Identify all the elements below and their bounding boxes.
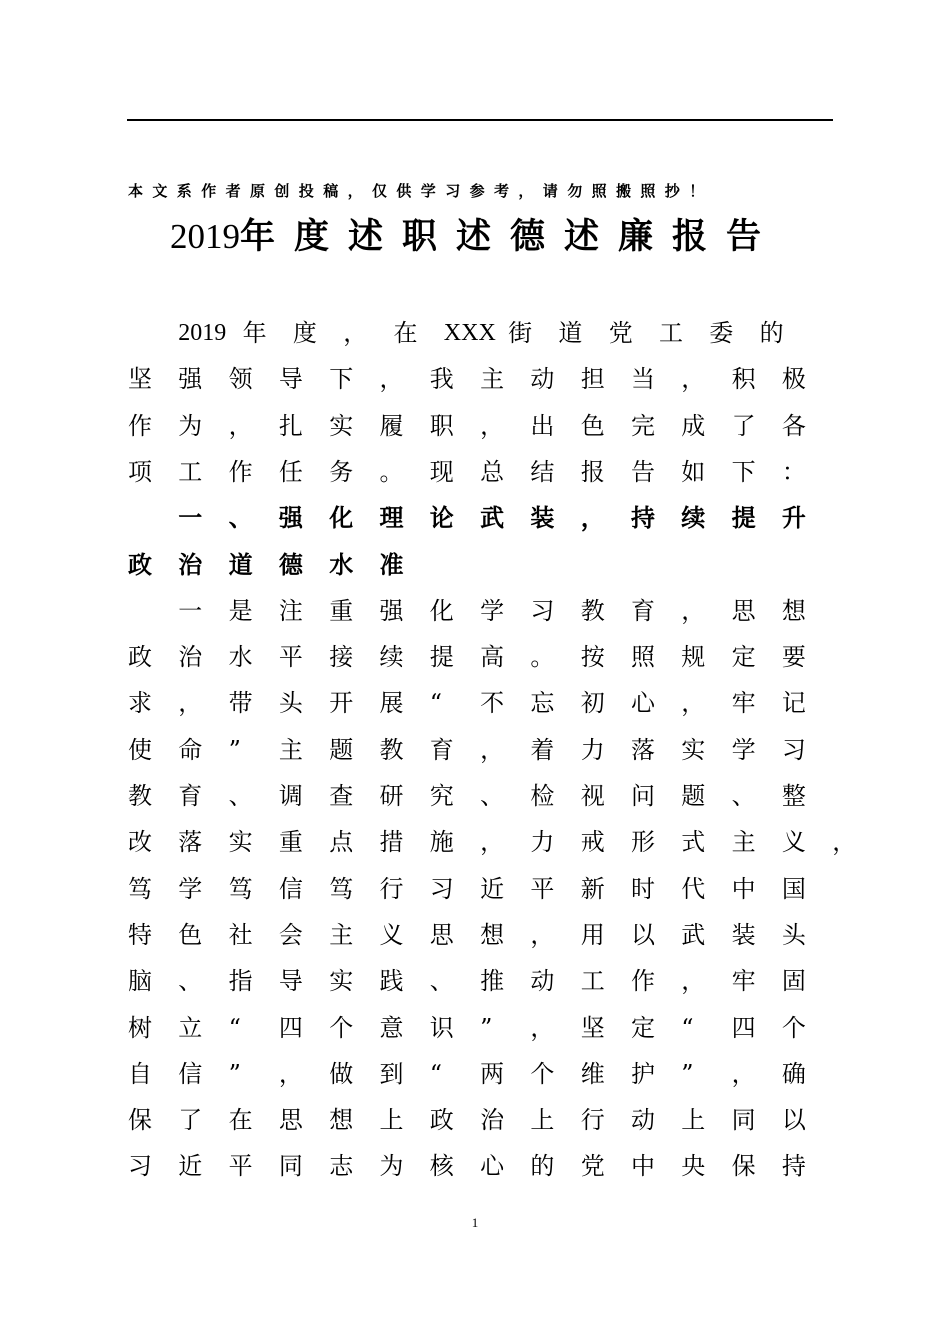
text-char: 持 — [631, 504, 655, 533]
text-char: 教 — [128, 782, 152, 810]
text-char: 行 — [379, 874, 404, 903]
paragraph-line — [128, 827, 857, 873]
text-char: 武 — [480, 504, 505, 533]
text-char: ” — [480, 1013, 493, 1042]
text-char: 命 — [178, 735, 203, 764]
text-char: 中 — [631, 1152, 655, 1181]
text-char: 习 — [128, 1152, 152, 1181]
text-char: 各 — [781, 411, 806, 440]
text-char: 两 — [480, 1059, 505, 1088]
text-char: 委 — [709, 319, 734, 347]
text-char: ， — [480, 735, 505, 764]
paragraph-line — [128, 411, 828, 457]
text-char: “ — [228, 1013, 241, 1042]
text-char: 化 — [429, 596, 454, 625]
section-heading-line — [128, 550, 828, 596]
text-char: 我 — [429, 365, 454, 394]
text-char: 总 — [480, 457, 505, 486]
text-char: 同 — [731, 1106, 756, 1135]
text-char: 在 — [228, 1106, 253, 1135]
text-char: 指 — [228, 967, 253, 996]
text-char: ， — [480, 411, 505, 440]
paragraph-line — [128, 1105, 828, 1151]
text-char: 定 — [731, 643, 756, 672]
text-char: 平 — [228, 1152, 253, 1181]
paragraph-line — [128, 735, 828, 781]
text-char: 使 — [128, 735, 152, 764]
text-char: 上 — [379, 1106, 404, 1135]
text-char: 落 — [631, 735, 655, 764]
text-char: 道 — [228, 550, 253, 579]
text-char: 党 — [580, 1152, 605, 1181]
text-char: 强 — [278, 504, 303, 533]
text-char: 力 — [580, 735, 605, 764]
text-char: 实 — [329, 967, 354, 996]
text-char: 同 — [278, 1152, 303, 1181]
text-char: 德 — [278, 550, 303, 579]
text-char: 报 — [580, 457, 605, 486]
text-char: 装 — [530, 504, 555, 533]
text-char: 想 — [781, 596, 806, 625]
text-char: 忘 — [530, 689, 555, 718]
text-char: 头 — [278, 689, 303, 718]
text-char: “ — [429, 1059, 443, 1088]
text-char: 想 — [329, 1106, 354, 1135]
text-char: 平 — [530, 874, 555, 903]
text-char: ， — [530, 1013, 555, 1042]
copyright-notice: 本文系作者原创投稿，仅供学习参考，请勿照搬照抄！ — [128, 182, 714, 200]
text-char: 形 — [631, 828, 655, 857]
text-char: 推 — [480, 967, 505, 996]
text-char: 度 — [292, 319, 317, 347]
text-char: 问 — [631, 782, 655, 810]
text-char: 下 — [731, 457, 756, 486]
text-char: 职 — [429, 411, 454, 440]
text-char: ” — [681, 1059, 694, 1088]
text-char: 用 — [580, 920, 605, 949]
text-char: 做 — [329, 1059, 354, 1088]
text-char: 水 — [329, 550, 354, 579]
text-char: 社 — [228, 920, 253, 949]
text-char: 头 — [781, 920, 806, 949]
text-char: 习 — [781, 735, 806, 764]
text-char: 强 — [379, 596, 404, 625]
text-char: ， — [731, 1059, 756, 1088]
paragraph-line — [128, 596, 828, 642]
text-char: 作 — [631, 967, 655, 996]
text-char: 导 — [278, 365, 303, 394]
text-char: 识 — [429, 1013, 454, 1042]
text-char: 极 — [781, 365, 806, 394]
text-char: 上 — [530, 1106, 555, 1135]
text-char: 动 — [631, 1106, 655, 1135]
text-char: 动 — [530, 967, 555, 996]
text-char: 导 — [278, 967, 303, 996]
text-char: 一 — [178, 504, 203, 533]
text-char: 色 — [178, 920, 203, 949]
text-char: 到 — [379, 1059, 404, 1088]
text-char: 持 — [781, 1152, 806, 1181]
title-text: 年度述职述德述廉报告 — [239, 217, 780, 257]
text-char: ， — [343, 319, 368, 347]
paragraph-line — [128, 318, 828, 364]
text-char: 了 — [178, 1106, 203, 1135]
text-char: 坚 — [128, 365, 152, 394]
text-char: 戒 — [580, 828, 605, 857]
text-char: 会 — [278, 920, 303, 949]
text-char: 按 — [580, 643, 605, 672]
text-char: ： — [781, 457, 806, 486]
paragraph-line — [128, 1013, 828, 1059]
text-char: 调 — [278, 782, 303, 810]
text-char: 措 — [379, 828, 404, 857]
text-char: 规 — [681, 643, 706, 672]
text-char: 保 — [731, 1152, 756, 1181]
text-char: 改 — [128, 828, 152, 857]
text-char: 树 — [128, 1013, 152, 1042]
text-char: 工 — [659, 319, 683, 347]
text-char: 如 — [681, 457, 706, 486]
text-char: 展 — [379, 689, 404, 718]
text-char: 、 — [731, 782, 756, 810]
text-char: 主 — [329, 920, 354, 949]
text-char: 、 — [429, 967, 454, 996]
text-char: 笃 — [228, 874, 253, 903]
text-char: 护 — [631, 1059, 655, 1088]
text-char: 工 — [178, 457, 203, 486]
text-char: 教 — [379, 735, 404, 764]
text-char: 习 — [429, 874, 454, 903]
text-char: 习 — [530, 596, 555, 625]
text-char: ， — [681, 967, 706, 996]
text-char: 代 — [681, 874, 706, 903]
text-char: 学 — [731, 735, 756, 764]
text-char: 的 — [759, 319, 784, 347]
text-char: 立 — [178, 1013, 203, 1042]
text-char: 想 — [480, 920, 505, 949]
text-char: 要 — [781, 643, 806, 672]
paragraph-line — [128, 688, 828, 734]
text-char: 主 — [480, 365, 505, 394]
title-year: 2019 — [169, 217, 240, 256]
text-char: 、 — [228, 504, 253, 533]
text-char: 成 — [681, 411, 706, 440]
text-char: 着 — [530, 735, 555, 764]
text-char: 作 — [228, 457, 253, 486]
text-char: 施 — [429, 828, 454, 857]
text-char: 履 — [379, 411, 404, 440]
text-char: 学 — [178, 874, 203, 903]
text-char: 四 — [731, 1013, 756, 1042]
text-char: 照 — [631, 643, 655, 672]
text-char: 续 — [379, 643, 404, 672]
text-char: 整 — [781, 782, 806, 810]
text-char: 育 — [631, 596, 655, 625]
text-char: 初 — [580, 689, 605, 718]
text-char: 作 — [128, 411, 152, 440]
text-char: ， — [228, 411, 253, 440]
paragraph-line — [128, 781, 828, 827]
text-char: 在 — [393, 319, 418, 347]
text-char: 个 — [329, 1013, 354, 1042]
document-title — [0, 214, 950, 260]
text-char: 视 — [580, 782, 605, 810]
text-char: 义 — [781, 828, 806, 857]
text-char: 2019 — [178, 320, 227, 346]
text-char: 学 — [480, 596, 505, 625]
text-char: 落 — [178, 828, 203, 857]
text-char: 续 — [681, 504, 706, 533]
text-char: 。 — [530, 643, 555, 672]
text-char: 牢 — [731, 967, 756, 996]
text-char: 求 — [128, 689, 152, 718]
paragraph-line — [128, 364, 828, 410]
text-char: 式 — [681, 828, 706, 857]
text-char: ， — [681, 689, 706, 718]
text-char: 思 — [278, 1106, 303, 1135]
text-char: 研 — [379, 782, 404, 810]
text-char: 育 — [178, 782, 203, 810]
text-char: 坚 — [580, 1013, 605, 1042]
text-char: 心 — [480, 1152, 505, 1181]
text-char: 以 — [781, 1106, 806, 1135]
text-char: 信 — [178, 1059, 203, 1088]
text-char: 提 — [429, 643, 454, 672]
text-char: 育 — [429, 735, 454, 764]
text-char: ” — [228, 735, 241, 764]
text-char: 水 — [228, 643, 253, 672]
text-char: 思 — [429, 920, 454, 949]
text-char: 定 — [631, 1013, 655, 1042]
text-char: 究 — [429, 782, 454, 810]
section-heading-line — [128, 503, 828, 549]
paragraph-line — [128, 1151, 828, 1197]
text-char: 维 — [580, 1059, 605, 1088]
text-char: 政 — [128, 643, 152, 672]
text-char: 笃 — [329, 874, 354, 903]
text-char: 完 — [631, 411, 655, 440]
text-char: 一 — [178, 596, 203, 625]
text-char: 当 — [631, 365, 655, 394]
text-char: 为 — [379, 1152, 404, 1181]
text-char: ” — [228, 1059, 241, 1088]
text-char: 践 — [379, 967, 404, 996]
text-char: 力 — [530, 828, 555, 857]
text-char: 高 — [480, 643, 505, 672]
text-char: 国 — [781, 874, 806, 903]
text-char: 四 — [278, 1013, 303, 1042]
text-char: 央 — [681, 1152, 706, 1181]
page-number: 1 — [471, 1215, 479, 1230]
text-char: 务 — [329, 457, 354, 486]
text-char: 担 — [580, 365, 605, 394]
text-char: 武 — [681, 920, 706, 949]
text-char: 时 — [631, 874, 655, 903]
text-char: 动 — [530, 365, 555, 394]
text-char: 题 — [681, 782, 706, 810]
text-char: 行 — [580, 1106, 605, 1135]
paragraph-line — [128, 920, 828, 966]
text-char: 为 — [178, 411, 203, 440]
text-char: 化 — [329, 504, 354, 533]
text-char: 是 — [228, 596, 253, 625]
text-char: 笃 — [128, 874, 152, 903]
text-char: 查 — [329, 782, 354, 810]
text-char: 思 — [731, 596, 756, 625]
text-char: 开 — [329, 689, 354, 718]
text-char: 接 — [329, 643, 354, 672]
text-char: 工 — [580, 967, 605, 996]
text-char: “ — [429, 689, 443, 718]
paragraph-line — [128, 1059, 828, 1105]
text-char: 下 — [329, 365, 354, 394]
text-char: 核 — [429, 1152, 454, 1181]
text-char: 政 — [128, 550, 152, 579]
text-char: ， — [580, 504, 605, 533]
text-char: 以 — [631, 920, 655, 949]
text-char: 主 — [731, 828, 756, 857]
text-char: 论 — [429, 504, 454, 533]
text-char: 主 — [278, 735, 303, 764]
text-char: 准 — [379, 550, 404, 579]
text-char: 个 — [781, 1013, 806, 1042]
text-char: 志 — [329, 1152, 354, 1181]
text-char: 确 — [781, 1059, 806, 1088]
text-char: 政 — [429, 1106, 454, 1135]
text-char: 带 — [228, 689, 253, 718]
text-char: ， — [681, 365, 706, 394]
text-char: ， — [278, 1059, 303, 1088]
text-char: 固 — [781, 967, 806, 996]
text-char: 中 — [731, 874, 756, 903]
text-char: 理 — [379, 504, 404, 533]
text-char: 个 — [530, 1059, 555, 1088]
text-char: 心 — [631, 689, 655, 718]
text-char: 实 — [329, 411, 354, 440]
text-char: 记 — [781, 689, 806, 718]
text-char: 平 — [278, 643, 303, 672]
text-char: ， — [832, 828, 857, 857]
text-char: 强 — [178, 365, 203, 394]
text-char: 任 — [278, 457, 303, 486]
text-char: 提 — [731, 504, 756, 533]
text-char: ， — [480, 828, 505, 857]
text-char: 治 — [480, 1106, 505, 1135]
text-char: 年 — [242, 319, 267, 347]
text-char: 重 — [278, 828, 303, 857]
text-char: 保 — [128, 1106, 152, 1135]
text-char: 注 — [278, 596, 303, 625]
paragraph-line — [128, 966, 828, 1012]
header-rule — [127, 119, 833, 121]
text-char: 升 — [781, 504, 806, 533]
text-char: 义 — [379, 920, 404, 949]
text-char: 治 — [178, 550, 203, 579]
text-char: 出 — [530, 411, 555, 440]
text-char: 。 — [379, 457, 404, 486]
text-char: 领 — [228, 365, 253, 394]
text-char: 近 — [178, 1152, 203, 1181]
paragraph-line — [128, 642, 828, 688]
text-char: 信 — [278, 874, 303, 903]
text-char: 色 — [580, 411, 605, 440]
text-char: 、 — [178, 967, 203, 996]
text-char: 检 — [530, 782, 555, 810]
text-char: 重 — [329, 596, 354, 625]
text-char: 教 — [580, 596, 605, 625]
text-char: XXX — [443, 320, 496, 346]
text-char: 现 — [429, 457, 454, 486]
text-char: 积 — [731, 365, 756, 394]
text-char: 不 — [480, 689, 505, 718]
text-char: 新 — [580, 874, 605, 903]
paragraph-line — [128, 874, 828, 920]
text-char: 街 — [508, 319, 533, 347]
text-char: 扎 — [278, 411, 303, 440]
text-char: 自 — [128, 1059, 152, 1088]
text-char: 的 — [530, 1152, 555, 1181]
text-char: 党 — [608, 319, 633, 347]
text-char: 意 — [379, 1013, 404, 1042]
text-char: 题 — [329, 735, 354, 764]
text-char: 上 — [681, 1106, 706, 1135]
text-char: 、 — [480, 782, 505, 810]
text-char: 脑 — [128, 967, 152, 996]
text-char: 治 — [178, 643, 203, 672]
text-char: 牢 — [731, 689, 756, 718]
text-char: 结 — [530, 457, 555, 486]
text-char: ， — [530, 920, 555, 949]
text-char: 了 — [731, 411, 756, 440]
text-char: 道 — [558, 319, 583, 347]
text-char: ， — [379, 365, 404, 394]
text-char: 近 — [480, 874, 505, 903]
text-char: 项 — [128, 457, 152, 486]
paragraph-line — [128, 457, 828, 503]
text-char: 实 — [681, 735, 706, 764]
text-char: 点 — [329, 828, 354, 857]
text-char: 实 — [228, 828, 253, 857]
text-char: 装 — [731, 920, 756, 949]
text-char: 、 — [228, 782, 253, 810]
text-char: ， — [681, 596, 706, 625]
text-char: ， — [178, 689, 203, 718]
text-char: 告 — [631, 457, 655, 486]
text-char: 特 — [128, 920, 152, 949]
text-char: “ — [681, 1013, 694, 1042]
